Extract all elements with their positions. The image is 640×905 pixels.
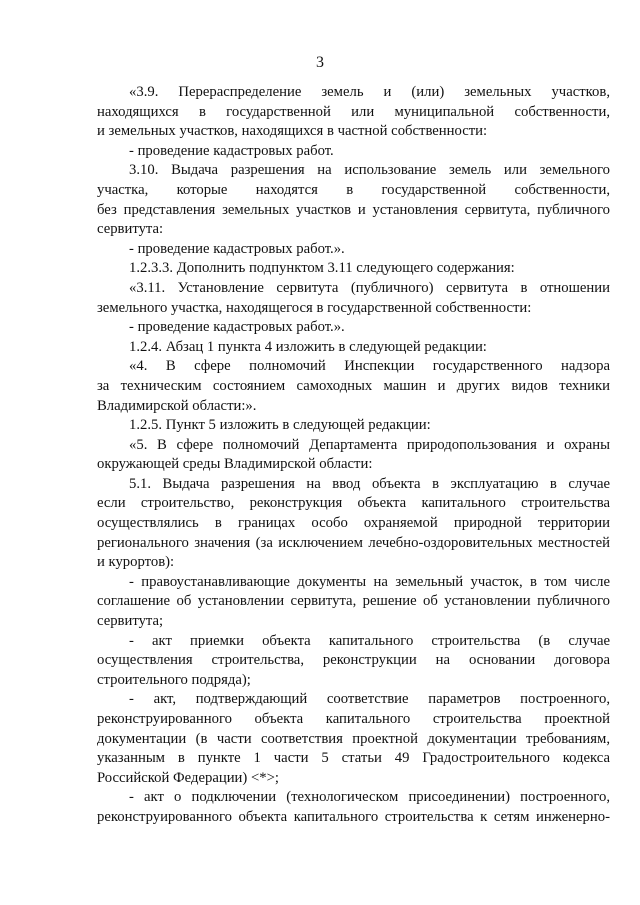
paragraph-line: без представления земельных участков и установления сервитута, публичного bbox=[97, 201, 610, 218]
paragraph-line: Владимирской области:». bbox=[97, 397, 257, 414]
paragraph-line: и курортов): bbox=[97, 554, 175, 571]
paragraph-line: регионального значения (за исключением лечебно-оздоровительных местностей bbox=[97, 534, 610, 551]
page-number: 3 bbox=[316, 54, 324, 71]
paragraph-line: реконструированного объекта капитального строительства проектной bbox=[97, 711, 610, 727]
paragraph-line: 1.2.4. Абзац 1 пункта 4 изложить в следующей редакции: bbox=[129, 338, 487, 355]
paragraph-line: окружающей среды Владимирской области: bbox=[97, 456, 373, 473]
paragraph-line: - проведение кадастровых работ.». bbox=[129, 240, 345, 257]
paragraph-line: реконструированного объекта капитального строительства к сетям инженерно- bbox=[97, 808, 610, 825]
paragraph-line: 3.10. Выдача разрешения на использование земель или земельного bbox=[129, 162, 610, 179]
paragraph-line: если строительство, реконструкция объекта капитального строительства bbox=[97, 495, 610, 512]
paragraph bbox=[97, 573, 610, 632]
paragraph bbox=[97, 318, 610, 338]
paragraph bbox=[97, 279, 610, 318]
paragraph-line: «3.11. Установление сервитута (публичного) сервитута в отношении bbox=[129, 279, 610, 296]
paragraph-line: - акт о подключении (технологическом присоединении) построенного, bbox=[129, 789, 610, 806]
paragraph-line: осуществлялись в границах особо охраняемой природной территории bbox=[97, 515, 610, 532]
paragraph-line: строительного подряда); bbox=[97, 671, 251, 688]
paragraph-line: Российской Федерации) <*>; bbox=[97, 769, 279, 786]
paragraph-line: соглашение об установлении сервитута, решение об установлении публичного bbox=[97, 593, 610, 610]
paragraph bbox=[97, 436, 610, 475]
paragraph-line: - проведение кадастровых работ. bbox=[129, 142, 334, 159]
paragraph-line: 1.2.3.3. Дополнить подпунктом 3.11 следующего содержания: bbox=[129, 260, 515, 277]
paragraph-line: сервитута; bbox=[97, 613, 164, 630]
paragraph-line: осуществления строительства, реконструкции на основании договора bbox=[97, 652, 610, 669]
paragraph-line: - правоустанавливающие документы на земельный участок, в том числе bbox=[129, 573, 610, 590]
paragraph bbox=[97, 357, 610, 416]
paragraph-line: сервитута: bbox=[97, 221, 164, 238]
paragraph-line: и земельных участков, находящихся в частной собственности: bbox=[97, 123, 488, 140]
paragraph-line: «5. В сфере полномочий Департамента природопользования и охраны bbox=[129, 436, 610, 453]
paragraph-line: земельного участка, находящегося в государственной собственности: bbox=[97, 299, 532, 316]
paragraph-line: «4. В сфере полномочий Инспекции государственного надзора bbox=[129, 358, 610, 375]
paragraph bbox=[97, 632, 610, 691]
paragraph-line: - акт, подтверждающий соответствие параметров построенного, bbox=[129, 691, 610, 708]
paragraph bbox=[97, 690, 610, 788]
paragraph bbox=[97, 475, 610, 573]
paragraph bbox=[97, 416, 610, 436]
paragraph-line: «3.9. Перераспределение земель и (или) земельных участков, bbox=[129, 84, 610, 100]
paragraph-line: 5.1. Выдача разрешения на ввод объекта в эксплуатацию в случае bbox=[129, 475, 610, 492]
document-body bbox=[97, 83, 610, 828]
paragraph bbox=[97, 83, 610, 142]
paragraph bbox=[97, 788, 610, 827]
paragraph-line: - проведение кадастровых работ.». bbox=[129, 319, 345, 336]
paragraph-line: указанным в пункте 1 части 5 статьи 49 Градостроительного кодекса bbox=[97, 750, 610, 767]
paragraph-line: документации (в части соответствия проектной документации требованиям, bbox=[97, 730, 610, 747]
paragraph bbox=[97, 338, 610, 358]
paragraph bbox=[97, 259, 610, 279]
paragraph bbox=[97, 240, 610, 260]
paragraph-line: за техническим состоянием самоходных машин и других видов техники bbox=[97, 377, 610, 394]
paragraph-line: участка, которые находятся в государственной собственности, bbox=[97, 181, 610, 198]
paragraph bbox=[97, 142, 610, 162]
paragraph-line: 1.2.5. Пункт 5 изложить в следующей редакции: bbox=[129, 417, 431, 434]
paragraph bbox=[97, 161, 610, 239]
paragraph-line: находящихся в государственной или муниципальной собственности, bbox=[97, 103, 610, 120]
paragraph-line: - акт приемки объекта капитального строительства (в случае bbox=[129, 632, 610, 649]
